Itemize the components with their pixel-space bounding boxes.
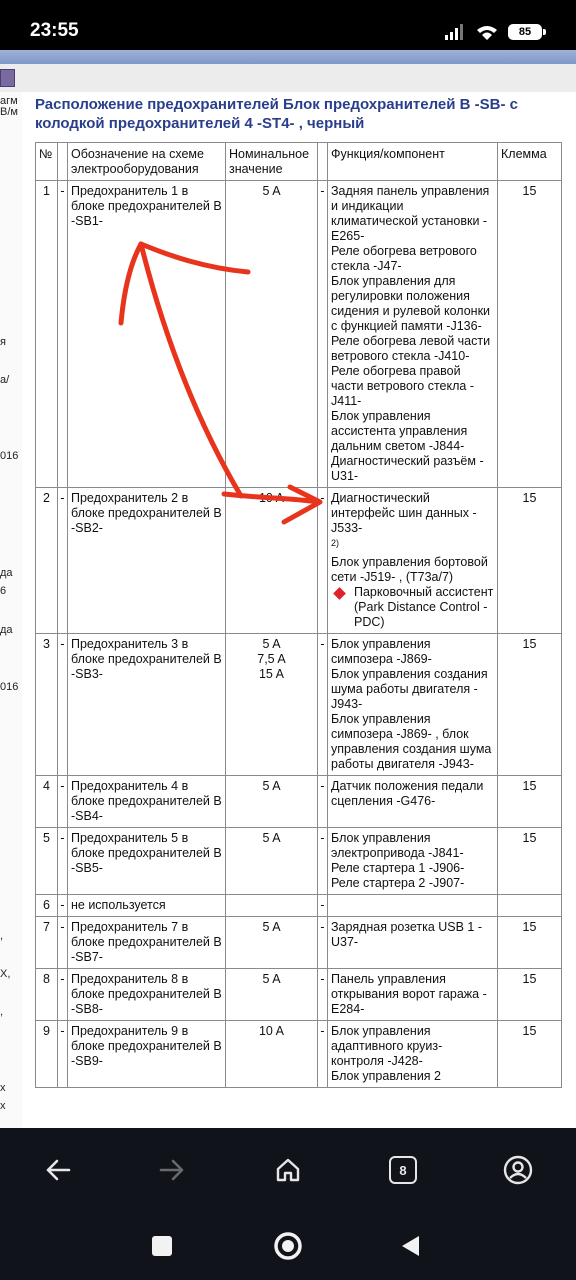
cell-designation: Предохранитель 7 в блоке предохранителей B -SB7- bbox=[68, 917, 226, 969]
cell-designation: Предохранитель 3 в блоке предохранителей B -SB3- bbox=[68, 634, 226, 776]
fragment-text: Х, bbox=[0, 968, 11, 980]
cell-terminal: 15 bbox=[498, 969, 562, 1021]
cell-function bbox=[328, 488, 498, 634]
function-item: Блок управления ассистента управления дальним светом -J844- bbox=[331, 409, 468, 453]
fragment-text: В/м bbox=[0, 106, 18, 118]
header-spacer bbox=[58, 143, 68, 181]
cell-nominal bbox=[226, 828, 318, 895]
cell-designation: Предохранитель 1 в блоке предохранителей B -SB1- bbox=[68, 181, 226, 488]
fragment-text: , bbox=[0, 1006, 4, 1018]
table-row bbox=[36, 895, 562, 917]
account-icon[interactable] bbox=[498, 1150, 538, 1190]
cell-dash: - bbox=[318, 1021, 328, 1088]
cell-number: 2 bbox=[36, 488, 58, 634]
cell-dash: - bbox=[318, 776, 328, 828]
status-time: 23:55 bbox=[30, 20, 79, 41]
function-item: Задняя панель управления и индикации климатической установки -E265- bbox=[331, 184, 490, 243]
nominal-value: 5 A bbox=[262, 779, 281, 794]
cell-nominal bbox=[226, 634, 318, 776]
table-row bbox=[36, 1021, 562, 1088]
cell-function bbox=[328, 895, 498, 917]
forward-arrow-icon[interactable] bbox=[152, 1150, 192, 1190]
cell-nominal bbox=[226, 969, 318, 1021]
cell-number: 9 bbox=[36, 1021, 58, 1088]
function-note-item bbox=[331, 585, 494, 630]
table-row bbox=[36, 969, 562, 1021]
status-icons bbox=[444, 20, 542, 44]
cell-function bbox=[328, 969, 498, 1021]
cell-terminal bbox=[498, 895, 562, 917]
back-arrow-icon[interactable] bbox=[38, 1150, 78, 1190]
nominal-value: 5 A bbox=[262, 184, 281, 198]
cell-terminal: 15 bbox=[498, 181, 562, 488]
table-row bbox=[36, 917, 562, 969]
calculator-icon[interactable] bbox=[0, 69, 15, 87]
cell-nominal bbox=[226, 776, 318, 828]
function-item: Блок управления симпозера -J869- , блок управления создания шума работы двигателя -J943- bbox=[331, 712, 492, 772]
status-bar bbox=[0, 0, 576, 50]
cell-function bbox=[328, 181, 498, 488]
nominal-value: 5 A bbox=[262, 637, 281, 652]
recents-square-icon[interactable] bbox=[144, 1228, 180, 1264]
function-item: Блок управления электропривода -J841- bbox=[331, 831, 464, 861]
fragment-text: да bbox=[0, 624, 13, 636]
cell-function bbox=[328, 828, 498, 895]
tabs-button[interactable] bbox=[383, 1150, 423, 1190]
cell-dash: - bbox=[58, 776, 68, 828]
function-item: Реле обогрева ветрового стекла -J47- bbox=[331, 244, 477, 273]
function-item: Реле обогрева левой части ветрового стекла -J410- bbox=[331, 334, 491, 363]
cell-function bbox=[328, 634, 498, 776]
cell-number: 3 bbox=[36, 634, 58, 776]
cell-dash: - bbox=[58, 917, 68, 969]
fragment-text: , bbox=[0, 930, 4, 942]
fragment-text: агм bbox=[0, 95, 18, 107]
back-triangle-icon[interactable] bbox=[392, 1228, 428, 1264]
cell-number: 7 bbox=[36, 917, 58, 969]
function-item: Реле обогрева правой части ветрового стекла -J411- bbox=[331, 364, 474, 408]
function-item: Реле стартера 2 -J907- bbox=[331, 876, 465, 891]
cell-function bbox=[328, 776, 498, 828]
header-designation: Обозначение на схеме электрооборудования bbox=[68, 143, 226, 181]
header-no: № bbox=[36, 143, 58, 181]
navigation-bar bbox=[0, 1128, 576, 1280]
document-content bbox=[22, 92, 576, 1128]
function-item: Блок управления для регулировки положения сидения и рулевой колонки с функцией памяти -J136- bbox=[331, 274, 491, 333]
function-item: Блок управления бортовой сети -J519- , (T73a/7) bbox=[331, 555, 488, 585]
cell-dash: - bbox=[58, 1021, 68, 1088]
nominal-value: 10 A bbox=[258, 491, 285, 505]
cell-dash: - bbox=[58, 488, 68, 634]
page-title: Расположение предохранителей Блок предохранителей B -SB- с колодкой предохранителей 4 -ST4- , черный bbox=[35, 96, 519, 132]
nominal-value: 15 A bbox=[258, 667, 285, 682]
fragment-text: а/ bbox=[0, 374, 10, 386]
function-item: Блок управления 2 bbox=[331, 1069, 441, 1084]
nominal-value: 7,5 A bbox=[257, 652, 286, 667]
wifi-icon bbox=[476, 24, 498, 41]
header-function: Функция/компонент bbox=[328, 143, 498, 181]
function-item: Блок управления симпозера -J869- bbox=[331, 637, 432, 667]
cell-designation: Предохранитель 2 в блоке предохранителей B -SB2- bbox=[68, 488, 226, 634]
cell-dash: - bbox=[318, 828, 328, 895]
table-header-row bbox=[36, 143, 562, 181]
table-row bbox=[36, 488, 562, 634]
cell-dash: - bbox=[58, 969, 68, 1021]
nominal-value: 5 A bbox=[262, 831, 281, 846]
document-toolbar bbox=[0, 64, 576, 93]
function-note-text: Парковочный ассистент (Park Distance Control - PDC) bbox=[354, 585, 494, 630]
header-spacer bbox=[318, 143, 328, 181]
nominal-value: 10 A bbox=[258, 1024, 285, 1039]
fragment-text: х bbox=[0, 1082, 6, 1094]
cell-terminal: 15 bbox=[498, 776, 562, 828]
fragment-text: да bbox=[0, 567, 13, 579]
cell-number: 1 bbox=[36, 181, 58, 488]
home-circle-icon[interactable] bbox=[268, 1226, 308, 1266]
cell-terminal: 15 bbox=[498, 828, 562, 895]
cell-dash: - bbox=[58, 828, 68, 895]
table-row bbox=[36, 181, 562, 488]
cell-nominal bbox=[226, 488, 318, 634]
function-item: Диагностический разъём -U31- bbox=[331, 454, 484, 483]
fragment-text: 016 bbox=[0, 450, 19, 462]
cell-designation: Предохранитель 5 в блоке предохранителей B -SB5- bbox=[68, 828, 226, 895]
cell-function bbox=[328, 1021, 498, 1088]
cell-dash: - bbox=[318, 969, 328, 1021]
battery-indicator: 85 bbox=[508, 24, 542, 40]
signal-icon bbox=[444, 24, 466, 40]
cell-terminal: 15 bbox=[498, 1021, 562, 1088]
browser-top-band bbox=[0, 50, 576, 64]
fragment-text: 6 bbox=[0, 585, 7, 597]
function-item: Реле стартера 1 -J906- bbox=[331, 861, 465, 876]
table-row bbox=[36, 828, 562, 895]
cell-terminal: 15 bbox=[498, 488, 562, 634]
function-item: Панель управления открывания ворот гаража -E284- bbox=[331, 972, 487, 1017]
cell-nominal bbox=[226, 917, 318, 969]
cell-designation: Предохранитель 9 в блоке предохранителей B -SB9- bbox=[68, 1021, 226, 1088]
cell-dash: - bbox=[318, 895, 328, 917]
fragment-text: я bbox=[0, 336, 6, 348]
cell-number: 4 bbox=[36, 776, 58, 828]
table-row bbox=[36, 776, 562, 828]
nominal-value: 5 A bbox=[262, 920, 281, 935]
tabs-count: 8 bbox=[399, 1162, 407, 1178]
function-item: Блок управления создания шума работы двигателя -J943- bbox=[331, 667, 488, 712]
fragment-text: х bbox=[0, 1100, 6, 1112]
fuse-table bbox=[35, 142, 562, 1088]
cell-dash: - bbox=[318, 181, 328, 488]
cell-designation: не используется bbox=[68, 895, 226, 917]
cell-nominal bbox=[226, 181, 318, 488]
table-row bbox=[36, 634, 562, 776]
cell-dash: - bbox=[58, 895, 68, 917]
cell-dash: - bbox=[318, 488, 328, 634]
nominal-value: 5 A bbox=[262, 972, 281, 987]
cell-designation: Предохранитель 8 в блоке предохранителей B -SB8- bbox=[68, 969, 226, 1021]
cell-designation: Предохранитель 4 в блоке предохранителей B -SB4- bbox=[68, 776, 226, 828]
cell-dash: - bbox=[58, 181, 68, 488]
header-nominal: Номинальное значение bbox=[226, 143, 318, 181]
cell-function bbox=[328, 917, 498, 969]
function-item: Диагностический интерфейс шин данных -J533- bbox=[331, 491, 477, 535]
fragment-text: 016 bbox=[0, 681, 19, 693]
cell-nominal bbox=[226, 895, 318, 917]
cell-dash: - bbox=[318, 917, 328, 969]
footnote-marker[interactable]: 2) bbox=[331, 538, 340, 548]
cell-nominal bbox=[226, 1021, 318, 1088]
cell-number: 8 bbox=[36, 969, 58, 1021]
header-terminal: Клемма bbox=[498, 143, 562, 181]
cell-number: 6 bbox=[36, 895, 58, 917]
cell-number: 5 bbox=[36, 828, 58, 895]
cell-dash: - bbox=[318, 634, 328, 776]
function-item: Блок управления адаптивного круиз-контроля -J428- bbox=[331, 1024, 443, 1069]
tabs-icon bbox=[389, 1156, 417, 1184]
home-icon[interactable] bbox=[268, 1150, 308, 1190]
function-item: Зарядная розетка USB 1 -U37- bbox=[331, 920, 483, 950]
cell-terminal: 15 bbox=[498, 634, 562, 776]
cell-terminal: 15 bbox=[498, 917, 562, 969]
red-diamond-icon bbox=[333, 587, 346, 600]
cell-dash: - bbox=[58, 634, 68, 776]
function-item: Датчик положения педали сцепления -G476- bbox=[331, 779, 484, 809]
left-panel-fragments bbox=[0, 92, 23, 1128]
